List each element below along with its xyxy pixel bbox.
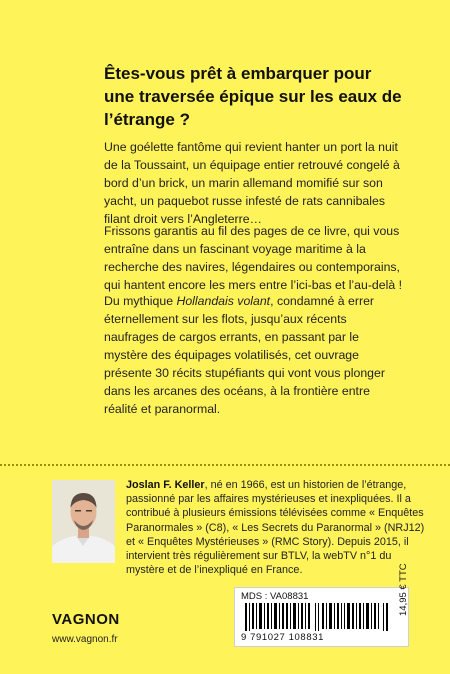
author-name: Joslan F. Keller: [126, 479, 205, 491]
dotted-divider: [0, 464, 450, 466]
publisher-logo: VAGNON: [52, 611, 120, 628]
author-photo: [52, 480, 115, 563]
publisher-website: www.vagnon.fr: [52, 634, 118, 645]
blurb-p3-prefix: Du mythique: [104, 294, 177, 308]
cover-headline: Êtes-vous prêt à embarquer pour une traversée épique sur les eaux de l’étrange ?: [104, 64, 402, 129]
author-bio: [126, 478, 426, 577]
price-label: 14,95 € TTC: [398, 563, 409, 616]
blurb-p3-suffix: , condamné à errer éternellement sur les flots, jusqu’aux récents naufrages de cargos errants, en passant par le mystère des équipages volatilisés, cet ouvrage présente 30 récits stupéfiants qui vont vous plonger dans les arcanes des océans, à la frontière entre réalité et paranormal.: [104, 294, 385, 416]
barcode-number: 9 791027 108831: [241, 632, 324, 643]
blurb-paragraph-3: [104, 292, 404, 418]
mds-code: MDS : VA08831: [241, 591, 309, 602]
author-bio-text: , né en 1966, est un historien de l’étrange, passionné par les affaires mystérieuses et inexpliquées. Il a contribué à plusieurs émissions télévisées comme « Enquêtes Paranormales » (C8), « Les Secrets du Paranormal » (NRJ12) et « Enquêtes Mystérieuses » (RMC Story). Depuis 2015, il intervient très régulièrement sur BTLV, la webTV n°1 du mystère et de l’inexpliqué en France.: [126, 479, 425, 577]
blurb-paragraph-2: Frissons garantis au fil des pages de ce livre, qui vous entraîne dans un fascinant voyage maritime à la recherche des navires, légendaires ou contemporains, qui hantent encore les mers entre l’ici-bas et l’au-delà !: [104, 224, 403, 292]
ship-title-italic: Hollandais volant: [176, 294, 271, 308]
barcode-bars: [245, 603, 395, 631]
blurb-paragraph-1: Une goélette fantôme qui revient hanter un port la nuit de la Toussaint, un équipage entier retrouvé congelé à bord d’un brick, un marin allemand momifié sur son yacht, un paquebot russe infesté de rats cannibales filant droit vers l’Angleterre…: [104, 140, 400, 226]
barcode-panel: [234, 587, 409, 647]
